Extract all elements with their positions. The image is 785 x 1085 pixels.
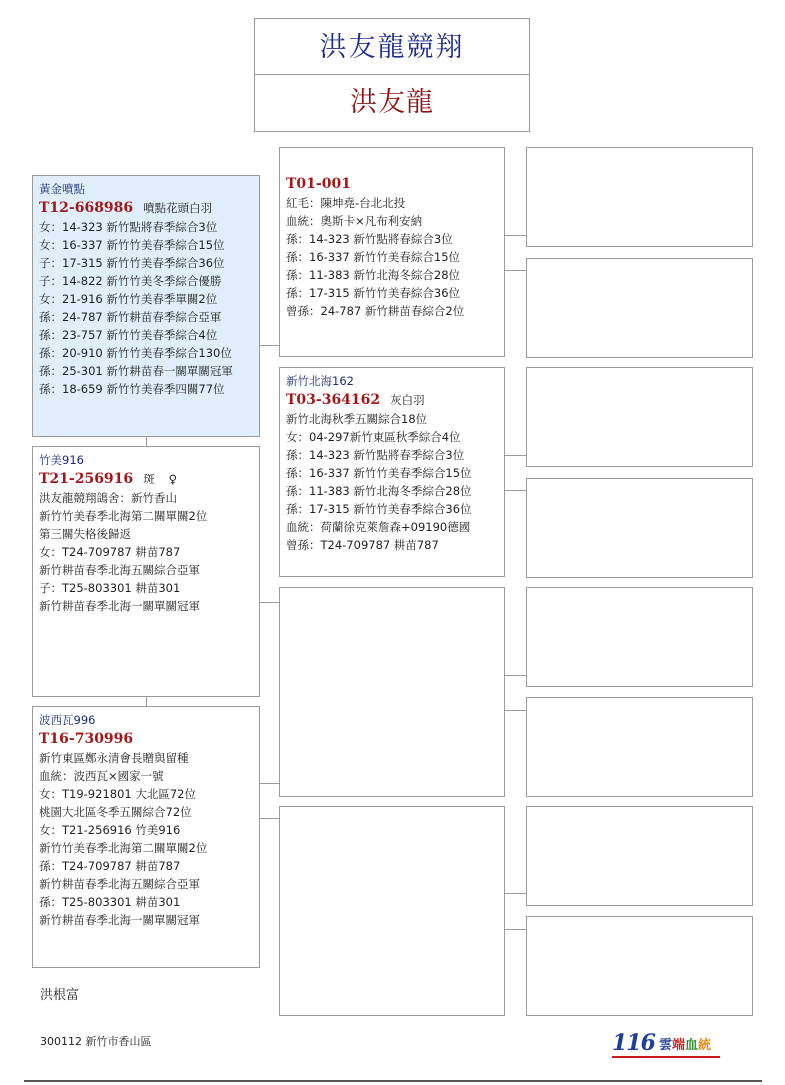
owner-title: 洪友龍 (254, 74, 530, 132)
dam-record-line: 女：04-297新竹東區秋季綜合4位 (286, 430, 461, 444)
bird-color-note: 噴點花頭白羽 (143, 201, 213, 215)
parent-card-empty (279, 806, 505, 1016)
dam-record-line: 孫：14-323 新竹點將春季綜合3位 (286, 448, 465, 462)
logo-char: 血 (684, 1038, 698, 1053)
bird-record-line: 孫：23-757 新竹竹美春季綜合4位 (39, 328, 218, 342)
mate-ring-number: T16-730996 (39, 731, 134, 747)
grandparent-card-empty (526, 697, 753, 797)
bird-record-line: 孫：18-659 新竹竹美春季四關77位 (39, 382, 225, 396)
sire-record-line: 血統：奧斯卡×凡布利安納 (286, 214, 423, 228)
bird-record-line: 女：21-916 新竹竹美春季單關2位 (39, 292, 218, 306)
connector-line (504, 893, 526, 894)
logo-number: 116 (612, 1030, 655, 1056)
grandparent-card-empty (526, 916, 753, 1016)
bird-tag: 黃金噴點 (39, 182, 85, 196)
mate-record-line: 洪友龍競翔鴿舍：新竹香山 (39, 491, 177, 505)
loft-title: 洪友龍競翔 (254, 18, 530, 75)
bird-record-line: 子：17-315 新竹竹美春季綜合36位 (39, 256, 225, 270)
mate-record-line: 女：T19-921801 大北區72位 (39, 787, 196, 801)
dam-record-line: 孫：17-315 新竹竹美春季綜合36位 (286, 502, 472, 516)
grandparent-card-empty (526, 367, 753, 467)
sire-card (279, 147, 505, 357)
grandparent-card-empty (526, 587, 753, 687)
dam-color-note: 灰白羽 (390, 393, 425, 407)
mate-record-line: 女：T24-709787 耕苗787 (39, 545, 181, 559)
bird-record-line: 孫：25-301 新竹耕苗春一關單關冠軍 (39, 364, 233, 378)
mate-record-line: 女：T21-256916 竹美916 (39, 823, 181, 837)
bottom-rule (24, 1080, 762, 1082)
dam-ring-number: T03-364162 (286, 392, 381, 408)
connector-line (504, 490, 526, 491)
breeder-address: 300112 新竹市香山區 (40, 1035, 152, 1048)
connector-line (260, 345, 280, 346)
connector-line (504, 675, 526, 676)
mate-card-1 (32, 446, 260, 697)
parent-card-empty (279, 587, 505, 797)
sire-record-line: 孫：17-315 新竹竹美春綜合36位 (286, 286, 461, 300)
logo-underline (612, 1056, 720, 1058)
sire-record-line: 孫：11-383 新竹北海冬綜合28位 (286, 268, 461, 282)
sire-ring-number: T01-001 (286, 176, 351, 192)
grandparent-card-empty (526, 478, 753, 578)
dam-record-line: 孫：16-337 新竹竹美春季綜合15位 (286, 466, 472, 480)
connector-line (146, 437, 147, 446)
grandparent-card-empty (526, 806, 753, 906)
dam-tag: 新竹北海162 (286, 374, 354, 388)
logo-text (659, 1034, 711, 1056)
connector-line (504, 710, 526, 711)
mate-record-line: 子：T25-803301 耕苗301 (39, 581, 181, 595)
subject-bird-card (32, 175, 260, 437)
bird-record-line: 女：16-337 新竹竹美春季綜合15位 (39, 238, 225, 252)
mate-record-line: 新竹耕苗春季北海一關單關冠軍 (39, 599, 200, 613)
mate-record-line: 新竹竹美春季北海第二關單關2位 (39, 509, 208, 523)
mate-tag: 竹美916 (39, 453, 84, 467)
mate-color-note: 斑 (143, 472, 155, 486)
connector-line (504, 455, 526, 456)
connector-line (260, 783, 280, 784)
dam-record-line: 曾孫：T24-709787 耕苗787 (286, 538, 439, 552)
connector-line (504, 929, 526, 930)
connector-line (260, 602, 280, 603)
mate-record-line: 桃園大北區冬季五關綜合72位 (39, 805, 192, 819)
female-symbol: ♀ (168, 472, 178, 486)
mate-record-line: 新竹耕苗春季北海五關綜合亞軍 (39, 877, 200, 891)
grandparent-card-empty (526, 147, 753, 247)
mate-record-line: 第三關失格後歸返 (39, 527, 131, 541)
logo-char: 端 (671, 1038, 685, 1053)
bird-ring-number: T12-668986 (39, 200, 134, 216)
bird-record-line: 女：14-323 新竹點將春季綜合3位 (39, 220, 218, 234)
bird-record-line: 孫：20-910 新竹竹美春季綜合130位 (39, 346, 232, 360)
sire-record-line: 曾孫：24-787 新竹耕苗春綜合2位 (286, 304, 465, 318)
dam-record-line: 孫：11-383 新竹北海冬季綜合28位 (286, 484, 472, 498)
mate-card-2 (32, 706, 260, 968)
mate-record-line: 孫：T25-803301 耕苗301 (39, 895, 181, 909)
grandparent-card-empty (526, 258, 753, 358)
connector-line (504, 235, 526, 236)
mate-record-line: 孫：T24-709787 耕苗787 (39, 859, 181, 873)
sire-record-line: 孫：16-337 新竹竹美春綜合15位 (286, 250, 461, 264)
bird-record-line: 子：14-822 新竹竹美冬季綜合優勝 (39, 274, 222, 288)
bird-record-line: 孫：24-787 新竹耕苗春季綜合亞軍 (39, 310, 222, 324)
mate-record-line: 新竹竹美春季北海第二關單關2位 (39, 841, 208, 855)
mate-tag: 波西瓦996 (39, 713, 96, 727)
mate-record-line: 血統：波西瓦×國家一號 (39, 769, 164, 783)
connector-line (146, 697, 147, 706)
dam-record-line: 新竹北海秋季五關綜合18位 (286, 412, 428, 426)
logo-char: 雲 (658, 1038, 672, 1053)
logo-char: 統 (697, 1038, 711, 1053)
breeder-name: 洪根富 (40, 988, 80, 1003)
mate-ring-number: T21-256916 (39, 471, 134, 487)
connector-line (504, 270, 526, 271)
cloud-pedigree-logo (612, 1030, 711, 1056)
dam-card (279, 367, 505, 577)
sire-record-line: 孫：14-323 新竹點將春綜合3位 (286, 232, 453, 246)
sire-record-line: 紅毛：陳坤堯-台北北投 (286, 196, 406, 210)
dam-record-line: 血統：荷蘭徐克萊詹森+09190德國 (286, 520, 471, 534)
connector-line (260, 818, 280, 819)
mate-record-line: 新竹耕苗春季北海一關單關冠軍 (39, 913, 200, 927)
mate-record-line: 新竹東區鄭永清會長贈與留種 (39, 751, 189, 765)
mate-record-line: 新竹耕苗春季北海五關綜合亞軍 (39, 563, 200, 577)
